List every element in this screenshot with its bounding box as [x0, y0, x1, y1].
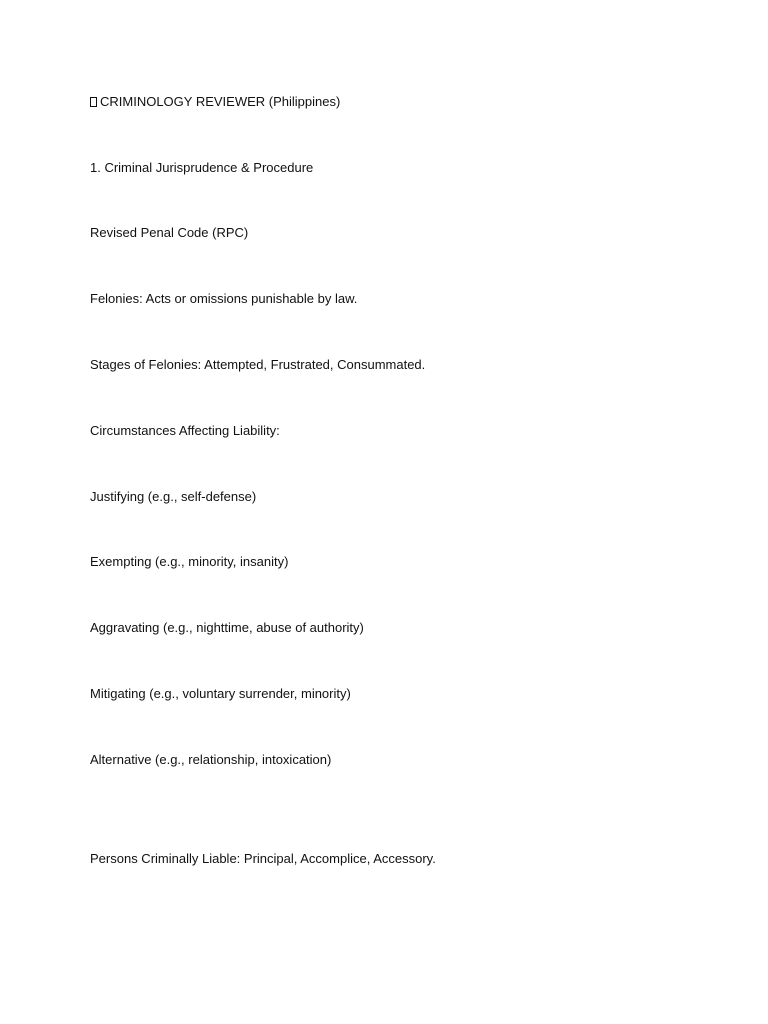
text-alternative: Alternative (e.g., relationship, intoxication) [90, 752, 332, 767]
text-aggravating: Aggravating (e.g., nighttime, abuse of authority) [90, 620, 364, 635]
document-title-text: CRIMINOLOGY REVIEWER (Philippines) [100, 94, 341, 109]
text-felonies: Felonies: Acts or omissions punishable by law. [90, 291, 358, 306]
text-persons-criminally-liable: Persons Criminally Liable: Principal, Accomplice, Accessory. [90, 851, 436, 866]
text-stages-of-felonies: Stages of Felonies: Attempted, Frustrated, Consummated. [90, 357, 426, 372]
text-circumstances-affecting-liability: Circumstances Affecting Liability: [90, 423, 280, 438]
section-heading-criminal-jurisprudence: 1. Criminal Jurisprudence & Procedure [90, 160, 314, 175]
text-mitigating: Mitigating (e.g., voluntary surrender, minority) [90, 686, 351, 701]
document-title [90, 94, 340, 110]
text-justifying: Justifying (e.g., self-defense) [90, 489, 257, 504]
subheading-revised-penal-code: Revised Penal Code (RPC) [90, 225, 249, 240]
text-exempting: Exempting (e.g., minority, insanity) [90, 554, 289, 569]
missing-glyph-box-icon [90, 97, 97, 107]
